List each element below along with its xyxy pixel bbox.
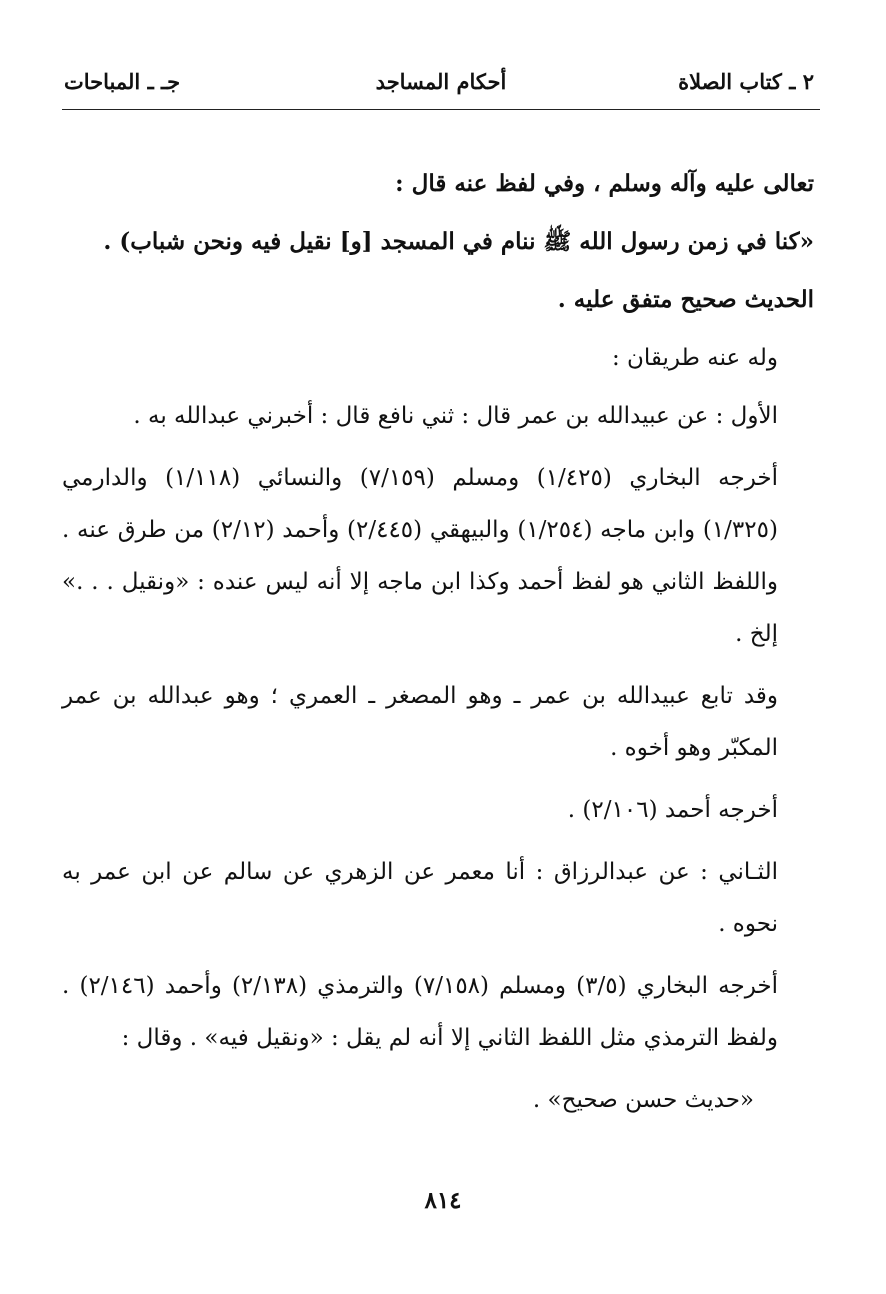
paragraph-mutaba: وقد تابع عبيدالله بن عمر ـ وهو المصغر ـ العمري ؛ وهو عبدالله بن عمر المكبّر وهو أخوه . [62, 683, 778, 761]
header-chapter: ٢ ـ كتاب الصلاة [678, 69, 814, 94]
paragraph-continuation: تعالى عليه وآله وسلم ، وفي لفظ عنه قال : [395, 170, 814, 197]
hadith-quote: «كنا في زمن رسول الله ﷺ ننام في المسجد [و] نقيل فيه ونحن شباب) . [103, 228, 814, 255]
hadith-grading: الحديث صحيح متفق عليه . [557, 286, 814, 313]
header-section: جـ ـ المباحات [64, 69, 181, 94]
paragraph-first-route: الأول : عن عبيدالله بن عمر قال : ثني نافع قال : أخبرني عبدالله به . [133, 403, 778, 429]
paragraph-tirmidhi-grade: «حديث حسن صحيح» . [532, 1087, 754, 1113]
header-divider [62, 109, 820, 110]
running-header [62, 62, 820, 102]
main-text [62, 158, 814, 1132]
paragraph-takhrij-2: أخرجه البخاري (٣/٥) ومسلم (٧/١٥٨) والترمذي (٢/١٣٨) وأحمد (٢/١٤٦) . ولفظ الترمذي مثل اللفظ الثاني إلا أنه لم يقل : «ونقيل فيه» . وقال : [62, 973, 778, 1051]
paragraph-routes: وله عنه طريقان : [611, 345, 778, 371]
paragraph-second-route: الثـاني : عن عبدالرزاق : أنا معمر عن الزهري عن سالم عن ابن عمر به نحوه . [62, 859, 778, 937]
paragraph-takhrij-1: أخرجه البخاري (١/٤٢٥) ومسلم (٧/١٥٩) والنسائي (١/١١٨) والدارمي (١/٣٢٥) وابن ماجه (١/٢٥٤) والبيهقي (٢/٤٤٥) وأحمد (٢/١٢) من طرق عنه . واللفظ الثاني هو لفظ أحمد وكذا ابن ماجه إلا أنه ليس عنده : «ونقيل . . .» إلخ . [62, 465, 778, 647]
paragraph-ahmad: أخرجه أحمد (٢/١٠٦) . [567, 797, 778, 823]
header-topic: أحكام المساجد [375, 69, 507, 94]
page-number: ٨١٤ [424, 1187, 462, 1214]
